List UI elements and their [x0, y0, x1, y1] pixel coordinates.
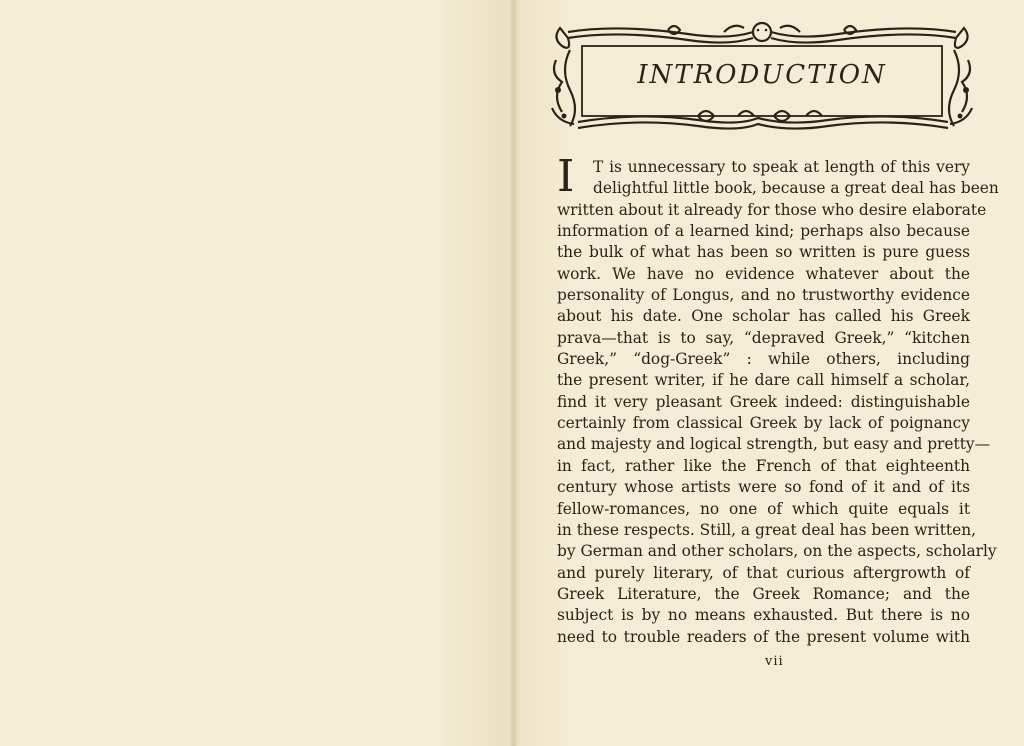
text-line: fellow-romances, no one of which quite equals it	[557, 499, 970, 518]
text-line: century whose artists were so fond of it and of its	[557, 478, 970, 497]
text-line: Greek Literature, the Greek Romance; and the	[557, 584, 970, 603]
text-line: in these respects. Still, a great deal has been written,	[557, 520, 976, 539]
book-gutter	[510, 0, 518, 746]
drop-cap: I	[557, 151, 575, 202]
text-line: need to trouble readers of the present volume with	[557, 627, 970, 646]
text-line: T is unnecessary to speak at length of this very	[593, 158, 970, 176]
text-line: in fact, rather like the French of that eighteenth	[557, 456, 970, 475]
text-line: Greek,” “dog-Greek” : while others, including	[557, 350, 970, 369]
text-line: delightful little book, because a great deal has been	[593, 179, 999, 198]
body-text	[557, 151, 999, 648]
chapter-heading: INTRODUCTION	[637, 60, 887, 90]
text-line: information of a learned kind; perhaps also because	[557, 222, 970, 241]
text-line: and majesty and logical strength, but easy and pretty—	[557, 435, 990, 454]
text-line: prava—that is to say, “depraved Greek,” “kitchen	[557, 328, 970, 347]
page-number: vii	[765, 654, 784, 669]
text-line: the bulk of what has been so written is pure guess	[557, 243, 970, 262]
text-line: personality of Longus, and no trustworthy evidence	[557, 286, 970, 305]
text-line: written about it already for those who desire elaborate	[557, 200, 987, 219]
text-line: by German and other scholars, on the aspects, scholarly	[557, 542, 997, 561]
text-line: and purely literary, of that curious aftergrowth of	[557, 563, 970, 582]
text-line: about his date. One scholar has called his Greek	[557, 307, 970, 326]
text-line: subject is by no means exhausted. But there is no	[557, 606, 970, 625]
text-line: the present writer, if he dare call himself a scholar,	[557, 371, 970, 390]
text-line: find it very pleasant Greek indeed: distinguishable	[557, 392, 970, 411]
text-line: work. We have no evidence whatever about the	[557, 264, 970, 283]
text-line: certainly from classical Greek by lack of poignancy	[557, 414, 970, 433]
